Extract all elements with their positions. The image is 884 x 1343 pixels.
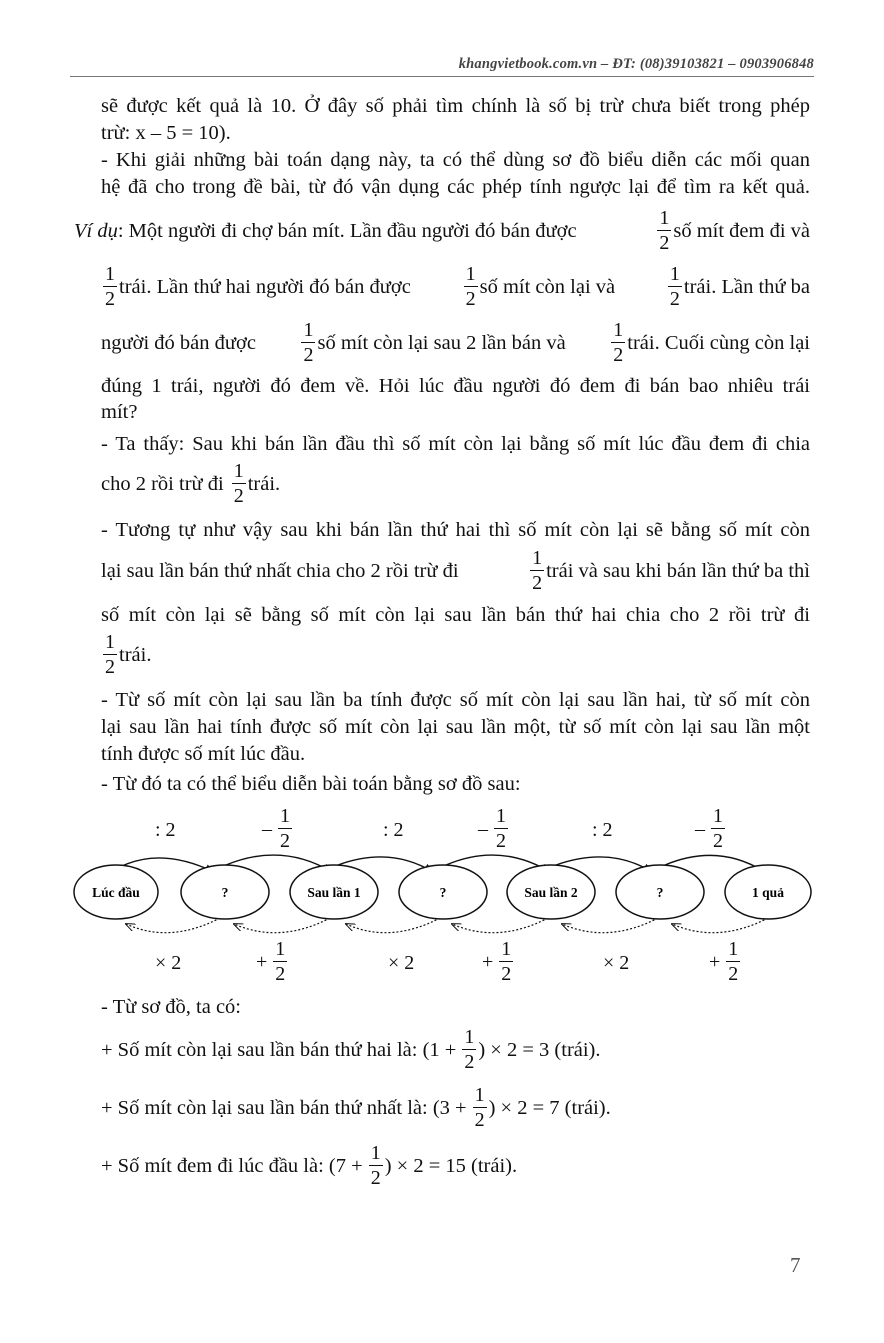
- fraction: $\frac{1}{2}$: [532, 547, 543, 594]
- op-multiply: × 2: [155, 952, 182, 974]
- fraction: $\frac{1}{2}$: [613, 319, 624, 366]
- op-divide: : 2: [383, 819, 404, 841]
- fraction: $\frac{1}{2}$: [659, 207, 670, 254]
- op-minus-half: – $\frac{1}{2}$: [695, 805, 723, 852]
- node-after-2: [507, 865, 595, 919]
- text-line: cho 2 rồi trừ đi $\frac{1}{2}$ trái.: [101, 460, 281, 507]
- node-start: [74, 865, 158, 919]
- text-line: - Tương tự như vậy sau khi bán lần thứ hai thì số mít còn lại sẽ bằng số mít còn: [101, 519, 810, 541]
- text-line: $\frac{1}{2}$ trái.: [105, 631, 152, 678]
- text-line: sẽ được kết quả là 10. Ở đây số phải tìm chính là số bị trừ chưa biết trong phép: [101, 95, 810, 117]
- fraction: $\frac{1}{2}$: [105, 263, 115, 310]
- fraction: $\frac{1}{2}$: [474, 1084, 485, 1131]
- text-line: - Từ sơ đồ, ta có:: [101, 996, 241, 1018]
- svg-text:Sau lần 2: Sau lần 2: [524, 885, 578, 900]
- op-multiply: × 2: [388, 952, 415, 974]
- result-line: + Số mít còn lại sau lần bán thứ hai là: (1 + $\frac{1}{2}$ ) × 2 = 3 (trái).: [101, 1026, 601, 1073]
- text-line: trừ: x – 5 = 10).: [101, 122, 231, 144]
- example-label: Ví dụ: [74, 219, 118, 242]
- fraction: $\frac{1}{2}$: [464, 1026, 475, 1073]
- text-line: lại sau lần bán thứ nhất chia cho 2 rồi trừ đi $\frac{1}{2}$ trái và sau khi bán lần thứ ba thì: [101, 547, 810, 594]
- op-minus-half: – $\frac{1}{2}$: [478, 805, 506, 852]
- text-line: mít?: [101, 401, 138, 423]
- result-line: + Số mít còn lại sau lần bán thứ nhất là: (3 + $\frac{1}{2}$ ) × 2 = 7 (trái).: [101, 1084, 611, 1131]
- fraction: $\frac{1}{2}$: [370, 1142, 381, 1189]
- node-after-1: [290, 865, 378, 919]
- example-line-1: Ví dụ: Một người đi chợ bán mít. Lần đầu người đó bán được $\frac{1}{2}$ số mít đem đi và: [74, 207, 810, 254]
- op-plus-half: + $\frac{1}{2}$: [709, 938, 739, 985]
- text-line: đúng 1 trái, người đó đem về. Hỏi lúc đầu người đó đem đi bán bao nhiêu trái: [101, 375, 810, 397]
- op-divide: : 2: [592, 819, 613, 841]
- fraction: $\frac{1}{2}$: [105, 631, 115, 678]
- op-plus-half: + $\frac{1}{2}$: [482, 938, 512, 985]
- fraction: $\frac{1}{2}$: [669, 263, 680, 310]
- text-line: lại sau lần hai tính được số mít còn lại sau lần một, từ số mít còn lại sau lần một: [101, 716, 810, 738]
- page-header: khangvietbook.com.vn – ĐT: (08)39103821 – 0903906848: [458, 56, 814, 72]
- node-unknown: [399, 865, 487, 919]
- text-line: - Từ đó ta có thể biểu diễn bài toán bằng sơ đồ sau:: [101, 773, 521, 795]
- text-line: hệ đã cho trong đề bài, từ đó vận dụng các phép tính ngược lại để tìm ra kết quả.: [101, 176, 810, 198]
- op-minus-half: – $\frac{1}{2}$: [262, 805, 290, 852]
- text-line: - Ta thấy: Sau khi bán lần đầu thì số mít còn lại bằng số mít lúc đầu đem đi chia: [101, 433, 810, 455]
- svg-text:Lúc đầu: Lúc đầu: [92, 885, 140, 900]
- backward-arrow: [346, 918, 440, 933]
- page-number: 7: [790, 1253, 801, 1277]
- backward-arrow: [234, 918, 330, 933]
- svg-text:?: ?: [439, 885, 447, 900]
- fraction: $\frac{1}{2}$: [465, 263, 476, 310]
- node-end: [725, 865, 811, 919]
- fraction: $\frac{1}{2}$: [303, 319, 314, 366]
- svg-text:?: ?: [656, 885, 664, 900]
- svg-text:Sau lần 1: Sau lần 1: [307, 885, 361, 900]
- svg-text:1 quả: 1 quả: [752, 885, 784, 900]
- result-line: + Số mít đem đi lúc đầu là: (7 + $\frac{1}{2}$ ) × 2 = 15 (trái).: [101, 1142, 518, 1189]
- fraction: $\frac{1}{2}$: [233, 460, 244, 507]
- text-line: tính được số mít lúc đầu.: [101, 743, 306, 765]
- text-line: số mít còn lại sẽ bằng số mít còn lại sau lần bán thứ hai chia cho 2 rồi trừ đi: [101, 604, 810, 626]
- op-plus-half: + $\frac{1}{2}$: [256, 938, 286, 985]
- svg-text:?: ?: [221, 885, 229, 900]
- op-divide: : 2: [155, 819, 176, 841]
- backward-arrow: [126, 918, 220, 933]
- op-multiply: × 2: [603, 952, 630, 974]
- backward-arrow: [562, 918, 658, 933]
- backward-arrow: [452, 918, 548, 933]
- text-line: - Khi giải những bài toán dạng này, ta có thể dùng sơ đồ biểu diễn các mối quan: [101, 149, 810, 171]
- example-line-3: người đó bán được $\frac{1}{2}$ số mít còn lại sau 2 lần bán và $\frac{1}{2}$ trái. Cuối cùng còn lại: [101, 319, 810, 366]
- node-unknown: [181, 865, 269, 919]
- backward-arrow: [672, 918, 768, 933]
- text-line: - Từ số mít còn lại sau lần ba tính được số mít còn lại sau lần hai, từ số mít còn: [101, 689, 810, 711]
- example-line-2: $\frac{1}{2}$ trái. Lần thứ hai người đó bán được $\frac{1}{2}$ số mít còn lại và $\frac{1}{2}$ trái. Lần thứ ba: [105, 263, 810, 310]
- node-unknown: [616, 865, 704, 919]
